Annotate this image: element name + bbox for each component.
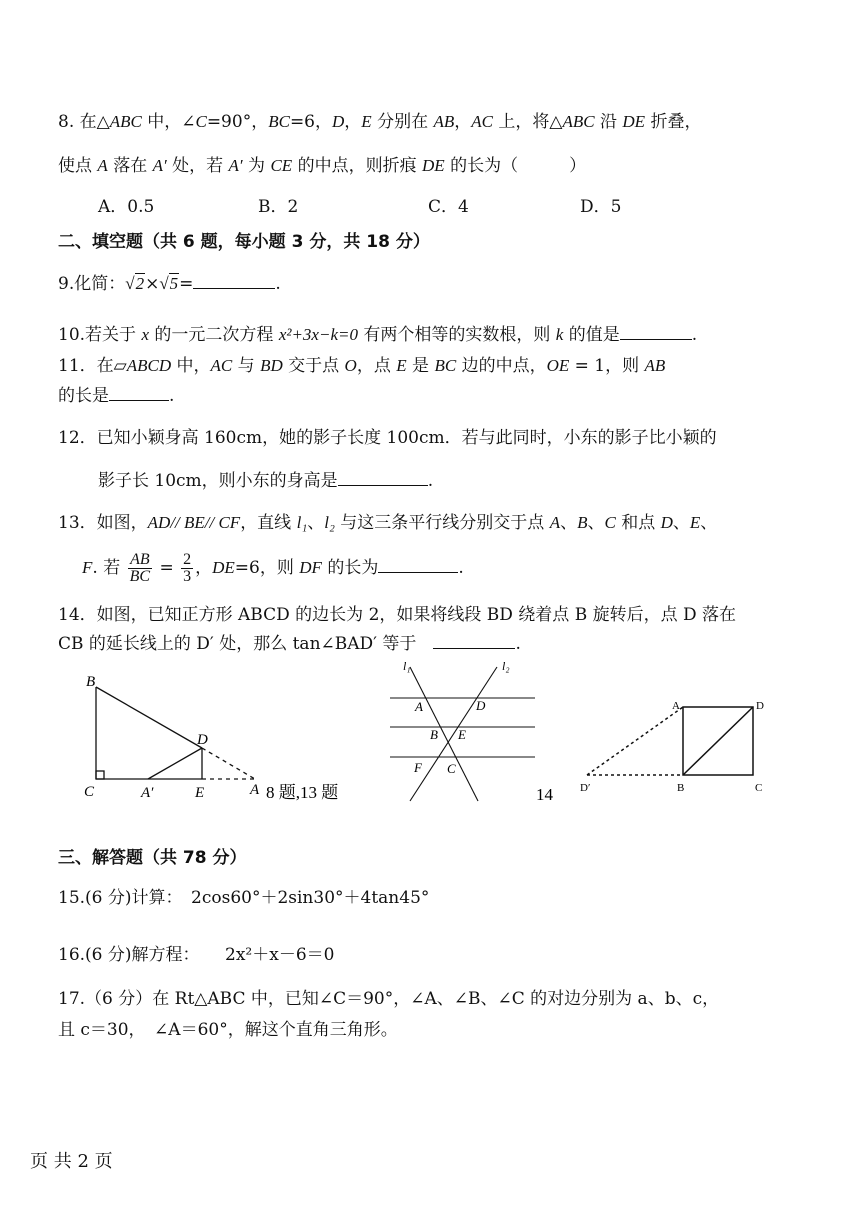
q8-var: A	[97, 156, 108, 175]
q8-text: =6，	[289, 112, 332, 132]
q17-line2: 且 c＝30， ∠A＝60°，解这个直角三角形。	[58, 1020, 398, 1040]
q9-text: ×	[145, 274, 160, 294]
q13-denominator: 3	[183, 568, 192, 585]
q8-var: ABC	[109, 112, 142, 131]
q13-var: A	[549, 513, 561, 532]
q10-text: 的一元二次方程	[149, 325, 279, 345]
q12-line2	[98, 469, 433, 493]
q8-var: DE	[422, 156, 445, 175]
q10-var: x	[141, 325, 149, 344]
q8-text: ，	[344, 112, 362, 132]
q15	[58, 886, 429, 910]
q8-text: 折叠，	[645, 112, 702, 132]
q8-text: =90°，	[206, 112, 269, 132]
q8-text: 的长为（ ）	[444, 156, 587, 176]
q11-text: 11．在▱	[58, 356, 127, 376]
fig1-label-e: E	[195, 785, 205, 801]
q9	[58, 272, 281, 296]
q9-answer-blank[interactable]	[193, 272, 275, 289]
q13-fraction-ab-bc	[128, 552, 152, 585]
fig2-label-c: C	[447, 761, 456, 776]
q13-text: ，直线	[240, 513, 297, 533]
q11-answer-blank[interactable]	[109, 384, 169, 401]
q13-text: . 若	[92, 558, 126, 578]
q13-line2	[82, 548, 464, 588]
q8-var: ABC	[562, 112, 595, 131]
fig2-label-l1: l₁	[403, 659, 411, 673]
q13-text: 、	[672, 513, 690, 533]
q13-numerator: 2	[183, 551, 192, 568]
q13-text: .	[458, 558, 464, 578]
fig2-label-a: A	[415, 699, 423, 714]
fig1-label-a: A	[250, 782, 260, 798]
q11-text: ，点	[356, 356, 397, 376]
page-footer: 页 共 2 页	[30, 1151, 113, 1172]
fig2-line-l2	[410, 667, 497, 801]
q8-text: 沿	[594, 112, 623, 132]
q11-var: BD	[260, 356, 283, 375]
q8-var: DE	[622, 112, 646, 131]
q8-text: ，	[454, 112, 472, 132]
q13-line1	[58, 511, 717, 535]
q10-text: 10.若关于	[58, 325, 142, 345]
q8-text: 上，将△	[493, 112, 563, 132]
q13-var: F	[82, 558, 93, 577]
q8-text: 分别在	[371, 112, 434, 132]
q10-var: k	[555, 325, 564, 344]
q8-var: AB	[433, 112, 455, 131]
fig1-segment-da1	[148, 748, 202, 779]
section3-title: 三、解答题（共 78 分）	[58, 848, 247, 868]
q8-text: 为	[242, 156, 271, 176]
q8-option-d: D．5	[580, 197, 622, 217]
q13-var: l₂	[324, 513, 335, 532]
figure-triangle-fold	[96, 687, 255, 779]
q8-text: 8. 在△	[58, 112, 110, 132]
q12-answer-blank[interactable]	[338, 469, 428, 486]
q13-text: 的长为	[321, 558, 379, 578]
q10-text: .	[691, 325, 698, 345]
q8-option-b: B．2	[258, 197, 299, 217]
q9-text: .	[275, 274, 281, 294]
fig1-label-b: B	[86, 674, 96, 690]
fig2-line-l1	[410, 667, 478, 801]
q13-answer-blank[interactable]	[378, 556, 458, 573]
q16-equation: 2x²＋x－6＝0	[225, 945, 335, 965]
q11-text: 的长是	[58, 386, 109, 406]
q11-var: BC	[434, 356, 457, 375]
q14-line2	[58, 632, 521, 656]
q13-fraction-two-thirds	[181, 552, 193, 585]
q11-text: 中，	[171, 356, 211, 376]
q13-var: DE	[212, 558, 235, 577]
fig3-dashed-ad1	[587, 707, 683, 775]
q13-denominator: BC	[129, 568, 151, 585]
q8-option-c: C．4	[428, 197, 469, 217]
q10	[58, 323, 697, 347]
fig3-label-c: C	[755, 782, 763, 794]
q13-var: B	[577, 513, 588, 532]
q8-text: 处，若	[166, 156, 229, 176]
fig1-side-bd	[96, 687, 202, 748]
q13-text: 、	[587, 513, 605, 533]
q8-var: A′	[152, 156, 167, 175]
q11-text: 是	[406, 356, 435, 376]
q11-var: AB	[644, 356, 666, 375]
q11-var: AC	[210, 356, 233, 375]
q8-text: 的中点，则折痕	[292, 156, 422, 176]
q13-var: C	[604, 513, 616, 532]
fig2-label-b: B	[430, 727, 438, 742]
q13-text: =6，则	[234, 558, 300, 578]
q13-var: l₁	[296, 513, 308, 532]
fig3-diagonal-bd	[683, 707, 753, 775]
fig1-label-d: D	[197, 732, 208, 748]
fig1-label-a1: A′	[141, 785, 154, 801]
q11-var: O	[344, 356, 357, 375]
fig2-label-f: F	[414, 760, 422, 775]
q12-line1: 12．已知小颖身高 160cm，她的影子长度 100cm．若与此同时，小东的影子比小颖的	[58, 428, 717, 448]
q14-text: .	[515, 634, 521, 654]
q11-text: = 1，则	[569, 356, 645, 376]
q10-text: 有两个相等的实数根，则	[357, 325, 556, 345]
fig2-caption: 14	[536, 785, 553, 804]
q13-text: 、	[700, 513, 718, 533]
q14-text: CB 的延长线上的 D′ 处，那么 tan∠BAD′ 等于	[58, 634, 417, 654]
q10-text: 的值是	[563, 325, 620, 345]
q13-text: 、	[307, 513, 325, 533]
q8-var: CE	[270, 156, 293, 175]
q13-var: DF	[299, 558, 322, 577]
q8-var: C	[195, 112, 207, 131]
fig1-caption: 8 题,13 题	[266, 783, 339, 802]
q13-var: D	[660, 513, 673, 532]
fig3-label-b: B	[677, 782, 685, 794]
figures-area	[0, 655, 867, 855]
fig3-label-a: A	[672, 700, 680, 712]
q15-label: 15.(6 分)计算：	[58, 888, 175, 908]
q15-expression: 2cos60°＋2sin30°＋4tan45°	[191, 888, 430, 908]
q12-text: 影子长 10cm，则小东的身高是	[98, 471, 338, 491]
q13-var: E	[689, 513, 701, 532]
sqrt-sign: √2	[125, 274, 145, 293]
q13-text: 与这三条平行线分别交于点	[334, 513, 550, 533]
q8-line2	[58, 154, 586, 178]
q8-var: AC	[471, 112, 493, 131]
q13-text: =	[154, 558, 180, 578]
fig1-dashed-da	[202, 748, 255, 779]
q13-numerator: AB	[128, 552, 152, 569]
q8-text: 中，∠	[141, 112, 196, 132]
q9-radicand: 2	[135, 274, 145, 293]
q8-var: A′	[228, 156, 243, 175]
q8-var: D	[332, 112, 345, 131]
q8-text: 落在	[107, 156, 153, 176]
q9-text: 9.化简：	[58, 274, 126, 294]
sqrt-sign: √5	[159, 274, 179, 293]
q11-var: E	[396, 356, 407, 375]
q14-answer-blank[interactable]	[433, 632, 515, 649]
q8-option-a: A．0.5	[98, 197, 155, 217]
q11-var: ABCD	[126, 356, 172, 375]
q11-text: 边的中点，	[456, 356, 547, 376]
q13-text: ，	[195, 558, 213, 578]
q9-text: =	[179, 274, 194, 294]
q13-text: 13．如图，	[58, 513, 148, 533]
q11-text: 交于点	[282, 356, 345, 376]
q16-label: 16.(6 分)解方程：	[58, 945, 192, 965]
fig3-label-d: D	[756, 700, 764, 712]
q13-text: 和点	[615, 513, 661, 533]
q13-text: 、	[560, 513, 578, 533]
fig3-label-d1: D′	[580, 782, 591, 794]
fig2-label-e: E	[458, 727, 466, 742]
q8-text: 使点	[58, 156, 98, 176]
q11-var: OE	[546, 356, 570, 375]
q8-var: E	[361, 112, 372, 131]
q16	[58, 943, 334, 967]
q11-line1	[58, 354, 665, 378]
q10-answer-blank[interactable]	[620, 323, 692, 340]
section2-title: 二、填空题（共 6 题，每小题 3 分，共 18 分）	[58, 232, 430, 252]
q8-line1	[58, 110, 701, 134]
q10-equation: x²+3x−k=0	[278, 325, 358, 344]
q11-text: 与	[232, 356, 261, 376]
figure-square-rotation	[587, 707, 753, 775]
fig1-label-c: C	[84, 784, 95, 800]
q11-text: .	[169, 386, 175, 406]
fig1-right-angle-mark	[96, 771, 104, 779]
q17-line1: 17.（6 分）在 Rt△ABC 中，已知∠C＝90°，∠A、∠B、∠C 的对边分别为 a、b、c，	[58, 989, 720, 1009]
q14-line1: 14．如图，已知正方形 ABCD 的边长为 2，如果将线段 BD 绕着点 B 旋转后，点 D 落在	[58, 605, 737, 625]
q11-line2	[58, 384, 174, 408]
q12-text: .	[427, 471, 434, 491]
q8-var: BC	[268, 112, 290, 131]
fig2-label-d: D	[476, 698, 486, 713]
q9-radicand: 5	[169, 274, 179, 293]
q13-var: AD// BE// CF	[147, 513, 241, 532]
fig2-label-l2: l₂	[502, 659, 510, 673]
